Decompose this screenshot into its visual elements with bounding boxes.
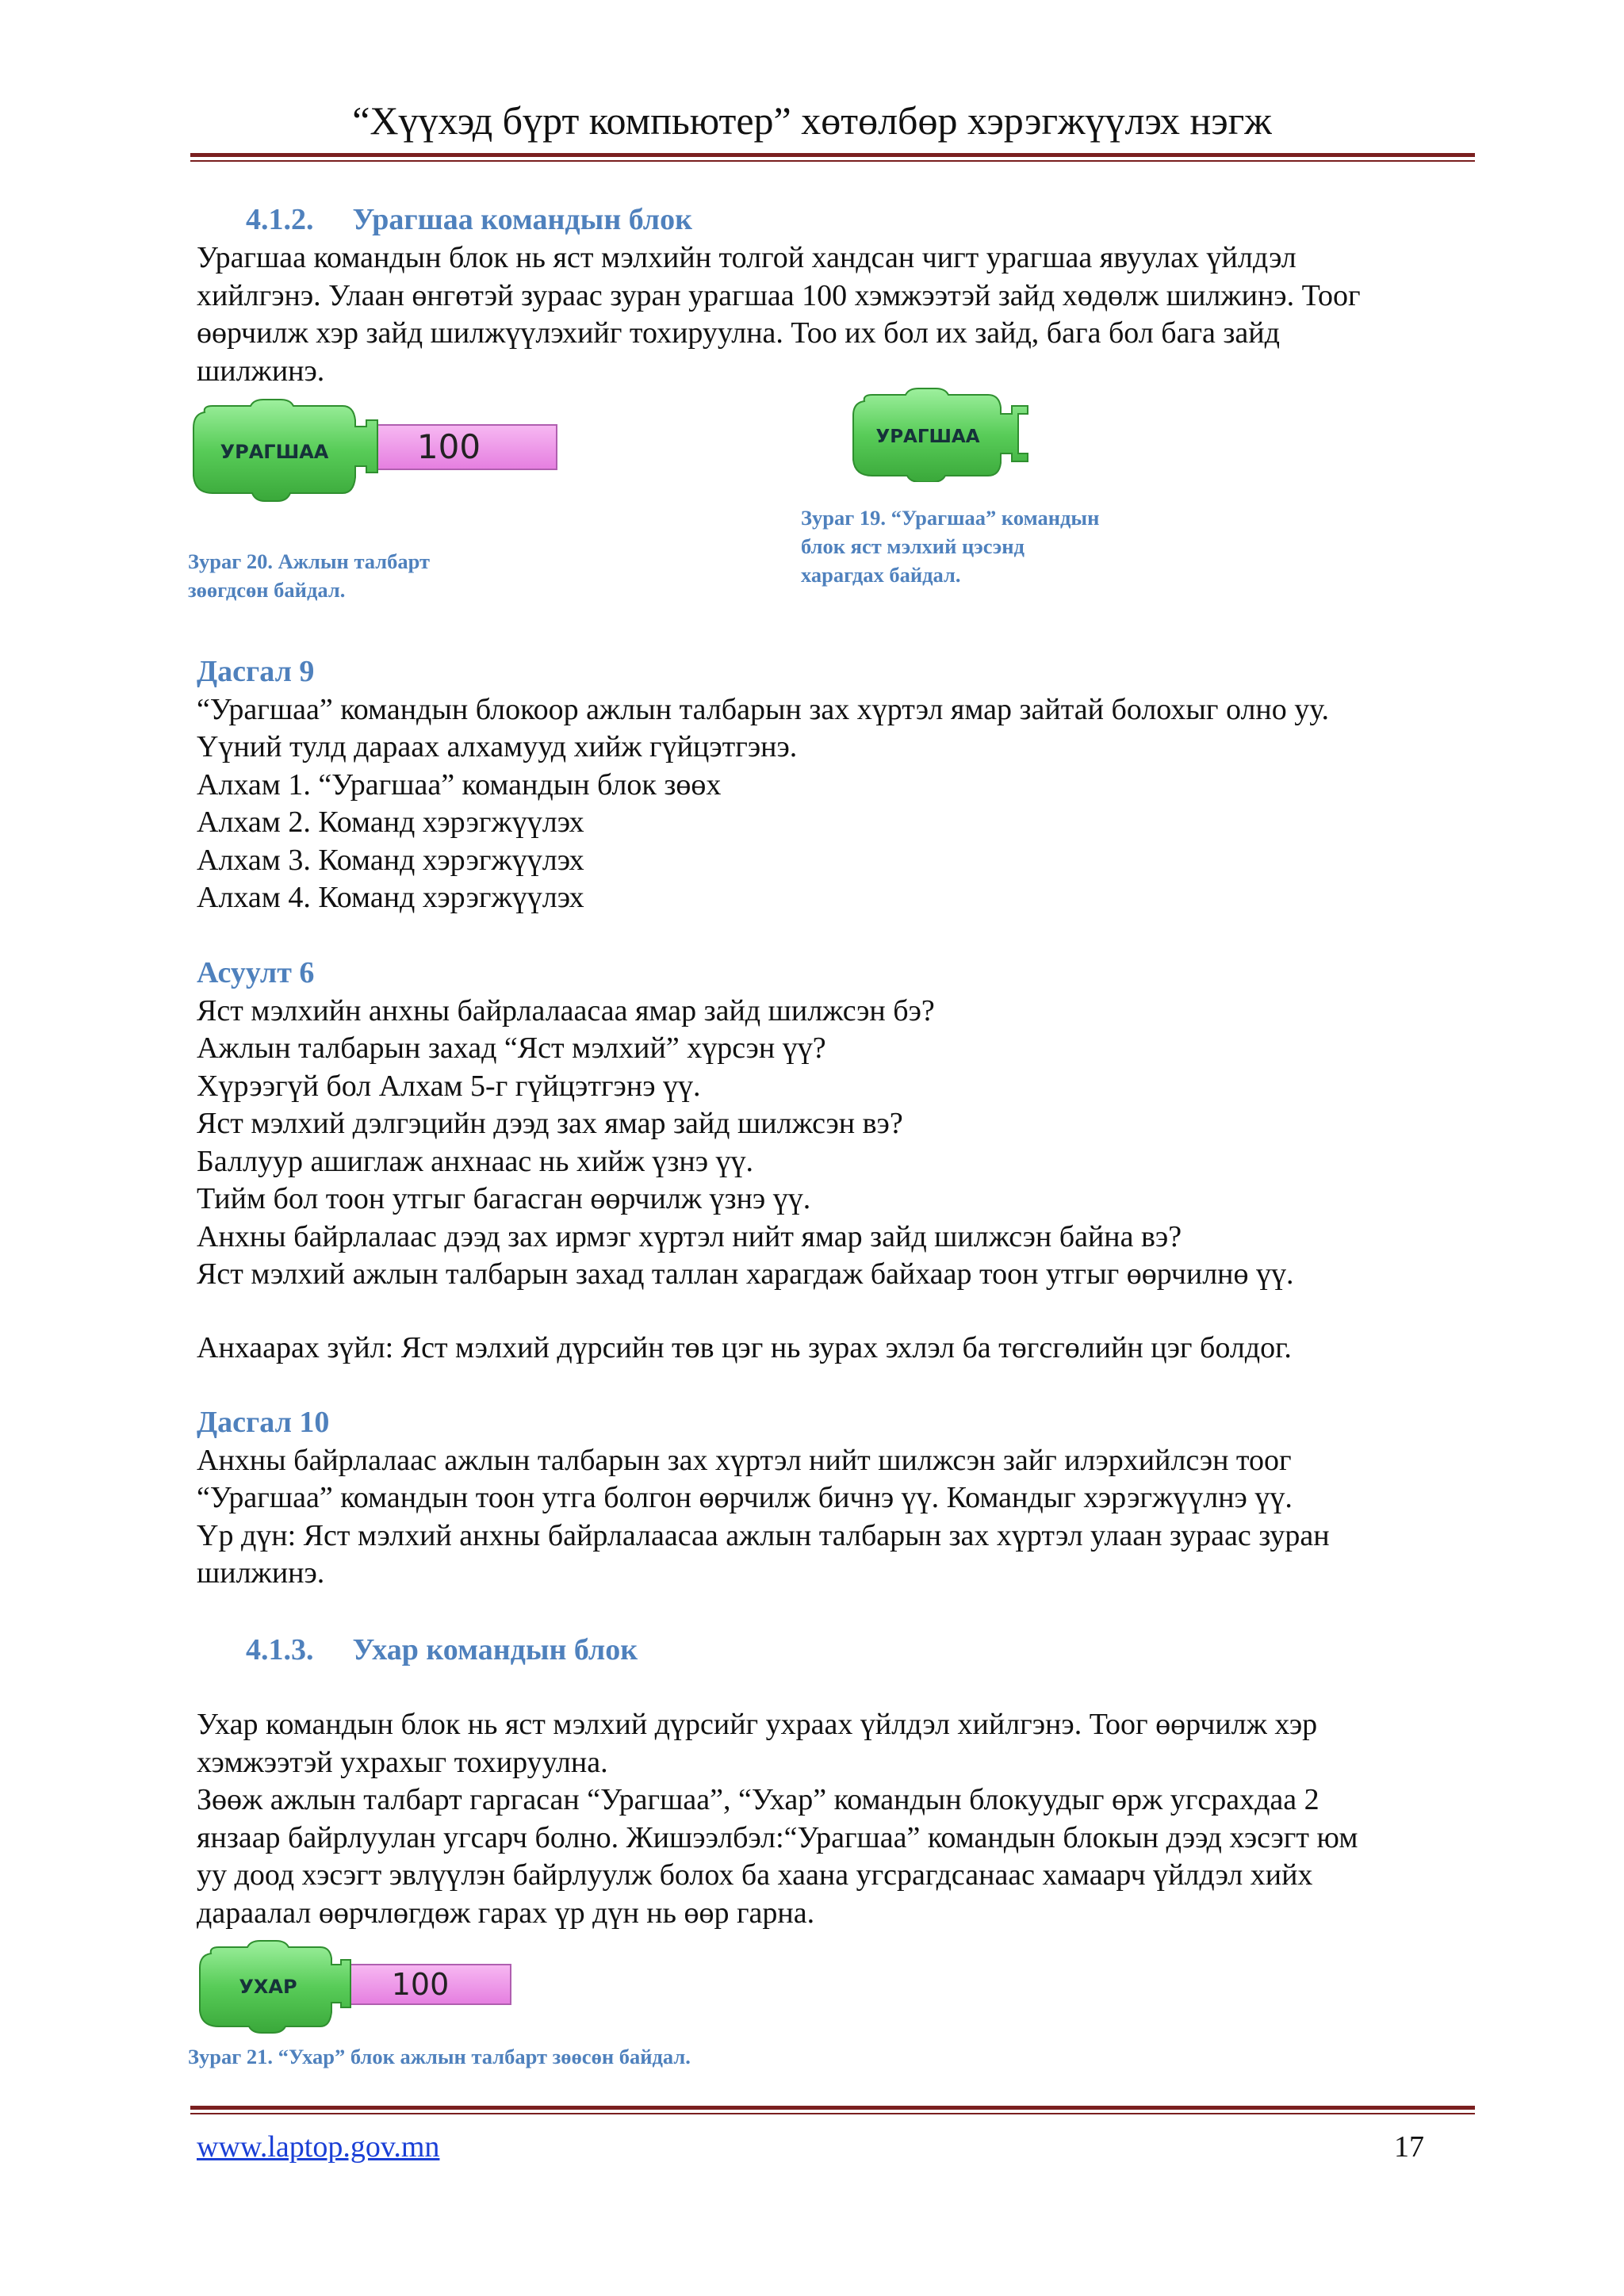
back-block-with-value xyxy=(195,1939,528,2038)
text-line: өөрчилж хэр зайд шилжүүлэхийг тохируулна. Тоо их бол их зайд, бага бол бага зайд xyxy=(197,316,1280,350)
text-line: Хүрээгүй бол Алхам 5-г гүйцэтгэнэ үү. xyxy=(197,1069,701,1103)
text-line: янзаар байрлуулан угсарч болно. Жишээлбэл:“Урагшаа” командын блокын дээд хэсэгт юм xyxy=(197,1820,1358,1854)
text-line: Алхам 2. Команд хэрэгжүүлэх xyxy=(197,806,584,839)
block-label: УХАР xyxy=(239,1976,297,1998)
text-line: Баллуур ашиглаж анхнаас нь хийж үзнэ үү. xyxy=(197,1144,754,1178)
caption-figure-19 xyxy=(801,503,1099,589)
text-line: Яст мэлхийн анхны байрлалаасаа ямар зайд шилжсэн бэ? xyxy=(197,993,935,1027)
block-label: УРАГШАА xyxy=(875,427,980,447)
caption-line: зөөгдсөн байдал. xyxy=(188,578,346,602)
text-line: хэмжээтэй ухрахыг тохируулна. xyxy=(197,1745,608,1779)
block-value: 100 xyxy=(416,427,481,466)
caption-line: Зураг 19. “Урагшаа” командын xyxy=(801,506,1100,530)
section-heading-413 xyxy=(246,1632,638,1668)
footer-rule-thick xyxy=(190,2106,1475,2110)
paragraph-back xyxy=(197,1706,1473,1932)
text-line: “Урагшаа” командын блокоор ажлын талбарын зах хүртэл ямар зайтай болохыг олно уу. xyxy=(197,692,1329,726)
page-number: 17 xyxy=(1394,2130,1424,2164)
block-label: УРАГШАА xyxy=(220,441,329,463)
text-line: шилжинэ. xyxy=(197,354,325,388)
section-title: Ухар командын блок xyxy=(352,1633,638,1667)
section-number: 4.1.3. xyxy=(246,1633,314,1667)
text-line: Алхам 1. “Урагшаа” командын блок зөөх xyxy=(197,767,722,802)
caption-figure-21: Зураг 21. “Ухар” блок ажлын талбарт зөөсөн байдал. xyxy=(188,2045,691,2068)
header-rule-thick xyxy=(190,153,1475,157)
question-title: Асуулт 6 xyxy=(197,956,315,989)
text-line: “Урагшаа” командын тоон утга болгон өөрчилж бичнэ үү. Командыг хэрэгжүүлнэ үү. xyxy=(197,1481,1293,1514)
paragraph-forward xyxy=(197,239,1473,390)
header-rule-thin xyxy=(190,160,1475,162)
text-line: хийлгэнэ. Улаан өнгөтэй зураас зуран урагшаа 100 хэмжээтэй зайд хөдөлж шилжинэ. Тоог xyxy=(197,278,1361,312)
text-line: Яст мэлхий ажлын талбарын захад таллан харагдаж байхаар тоон утгыг өөрчилнө үү. xyxy=(197,1257,1294,1291)
question-6 xyxy=(197,955,1473,1294)
text-line: Яст мэлхий дэлгэцийн дээд зах ямар зайд шилжсэн вэ? xyxy=(197,1107,903,1140)
caption-figure-20 xyxy=(188,547,430,604)
section-title: Урагшаа командын блок xyxy=(352,203,692,236)
text-line: Анхаарах зүйл: Яст мэлхий дүрсийн төв цэг нь зурах эхлэл ба төгсгөлийн цэг болдог. xyxy=(197,1331,1292,1364)
text-line: дараалал өөрчлөгдөж гарах үр дүн нь өөр гарна. xyxy=(197,1896,815,1930)
note-paragraph xyxy=(197,1330,1473,1368)
forward-block-menu xyxy=(848,387,1039,482)
forward-block-with-value xyxy=(187,396,568,507)
caption-line: блок яст мэлхий цэсэнд xyxy=(801,534,1025,558)
text-line: Үр дүн: Яст мэлхий анхны байрлалаасаа ажлын талбарын зах хүртэл улаан зураас зуран xyxy=(197,1518,1330,1552)
text-line: Алхам 4. Команд хэрэгжүүлэх xyxy=(197,881,584,914)
exercise-title: Дасгал 9 xyxy=(197,655,315,688)
exercise-title: Дасгал 10 xyxy=(197,1406,330,1439)
text-line: Анхны байрлалаас ажлын талбарын зах хүртэл нийт шилжсэн зайг илэрхийлсэн тоог xyxy=(197,1443,1292,1477)
text-line: Ухар командын блок нь яст мэлхий дүрсийг ухраах үйлдэл хийлгэнэ. Тоог өөрчилж хэр xyxy=(197,1708,1318,1741)
text-line: уу доод хэсэгт эвлүүлэн байрлуулж болох ба хаана угсрагдсанаас хамаарч үйлдэл хийх xyxy=(197,1858,1313,1892)
section-heading-412 xyxy=(246,201,692,238)
header-title: “Хүүхэд бүрт компьютер” хөтөлбөр хэрэгжүүлэх нэгж xyxy=(352,98,1272,143)
caption-line: харагдах байдал. xyxy=(801,563,961,587)
exercise-9 xyxy=(197,653,1473,917)
text-line: Анхны байрлалаас дээд зах ирмэг хүртэл нийт ямар зайд шилжсэн байна вэ? xyxy=(197,1219,1182,1253)
text-line: Урагшаа командын блок нь яст мэлхийн толгой хандсан чигт урагшаа явуулах үйлдэл xyxy=(197,241,1297,274)
footer-rule-thin xyxy=(190,2113,1475,2114)
section-number: 4.1.2. xyxy=(246,203,314,236)
text-line: Зөөж ажлын талбарт гаргасан “Урагшаа”, “Ухар” командын блокуудыг өрж угсрахдаа 2 xyxy=(197,1783,1320,1816)
block-value: 100 xyxy=(391,1967,450,2002)
footer-website-link[interactable]: www.laptop.gov.mn xyxy=(197,2130,440,2164)
text-line: Үүний тулд дараах алхамууд хийж гүйцэтгэнэ. xyxy=(197,730,798,763)
text-line: Ажлын талбарын захад “Яст мэлхий” хүрсэн үү? xyxy=(197,1031,826,1065)
text-line: Алхам 3. Команд хэрэгжүүлэх xyxy=(197,843,584,877)
caption-line: Зураг 20. Ажлын талбарт xyxy=(188,549,431,573)
text-line: Тийм бол тоон утгыг багасган өөрчилж үзнэ үү. xyxy=(197,1182,811,1215)
text-line: шилжинэ. xyxy=(197,1556,325,1590)
exercise-10 xyxy=(197,1404,1473,1593)
